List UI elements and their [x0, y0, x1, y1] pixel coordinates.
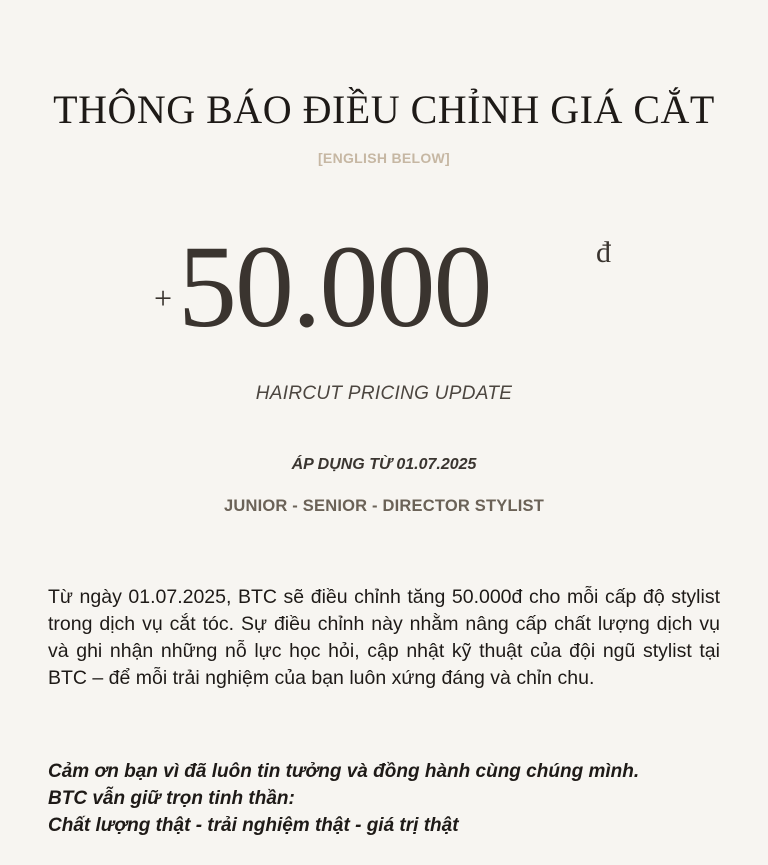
- closing-line-motto: Chất lượng thật - trải nghiệm thật - giá trị thật: [48, 815, 459, 836]
- page-title: THÔNG BÁO ĐIỀU CHỈNH GIÁ CẮT: [53, 87, 715, 132]
- announcement-body: Từ ngày 01.07.2025, BTC sẽ điều chỉnh tăng 50.000đ cho mỗi cấp độ stylist trong dịch vụ cắt tóc. Sự điều chỉnh này nhằm nâng cấp chất lượng dịch vụ và ghi nhận những nỗ lực học hỏi, cập nhật kỹ thuật của đội ngũ stylist tại BTC – để mỗi trải nghiệm của bạn luôn xứng đáng và chỉn chu.: [48, 586, 720, 689]
- price-amount: 50.000: [178, 221, 491, 352]
- closing-message: [48, 758, 738, 839]
- stylist-levels: JUNIOR - SENIOR - DIRECTOR STYLIST: [223, 497, 545, 515]
- closing-line-thanks: Cảm ơn bạn vì đã luôn tin tưởng và đồng hành cùng chúng mình.: [48, 761, 640, 782]
- price-increase: [0, 221, 768, 360]
- currency-symbol: đ: [596, 236, 611, 269]
- closing-line-spirit: BTC vẫn giữ trọn tinh thần:: [48, 788, 295, 809]
- english-below-note: [ENGLISH BELOW]: [317, 150, 451, 166]
- price-sign: +: [154, 280, 173, 316]
- effective-date: ÁP DỤNG TỪ 01.07.2025: [291, 456, 477, 473]
- english-tagline: HAIRCUT PRICING UPDATE: [255, 383, 513, 404]
